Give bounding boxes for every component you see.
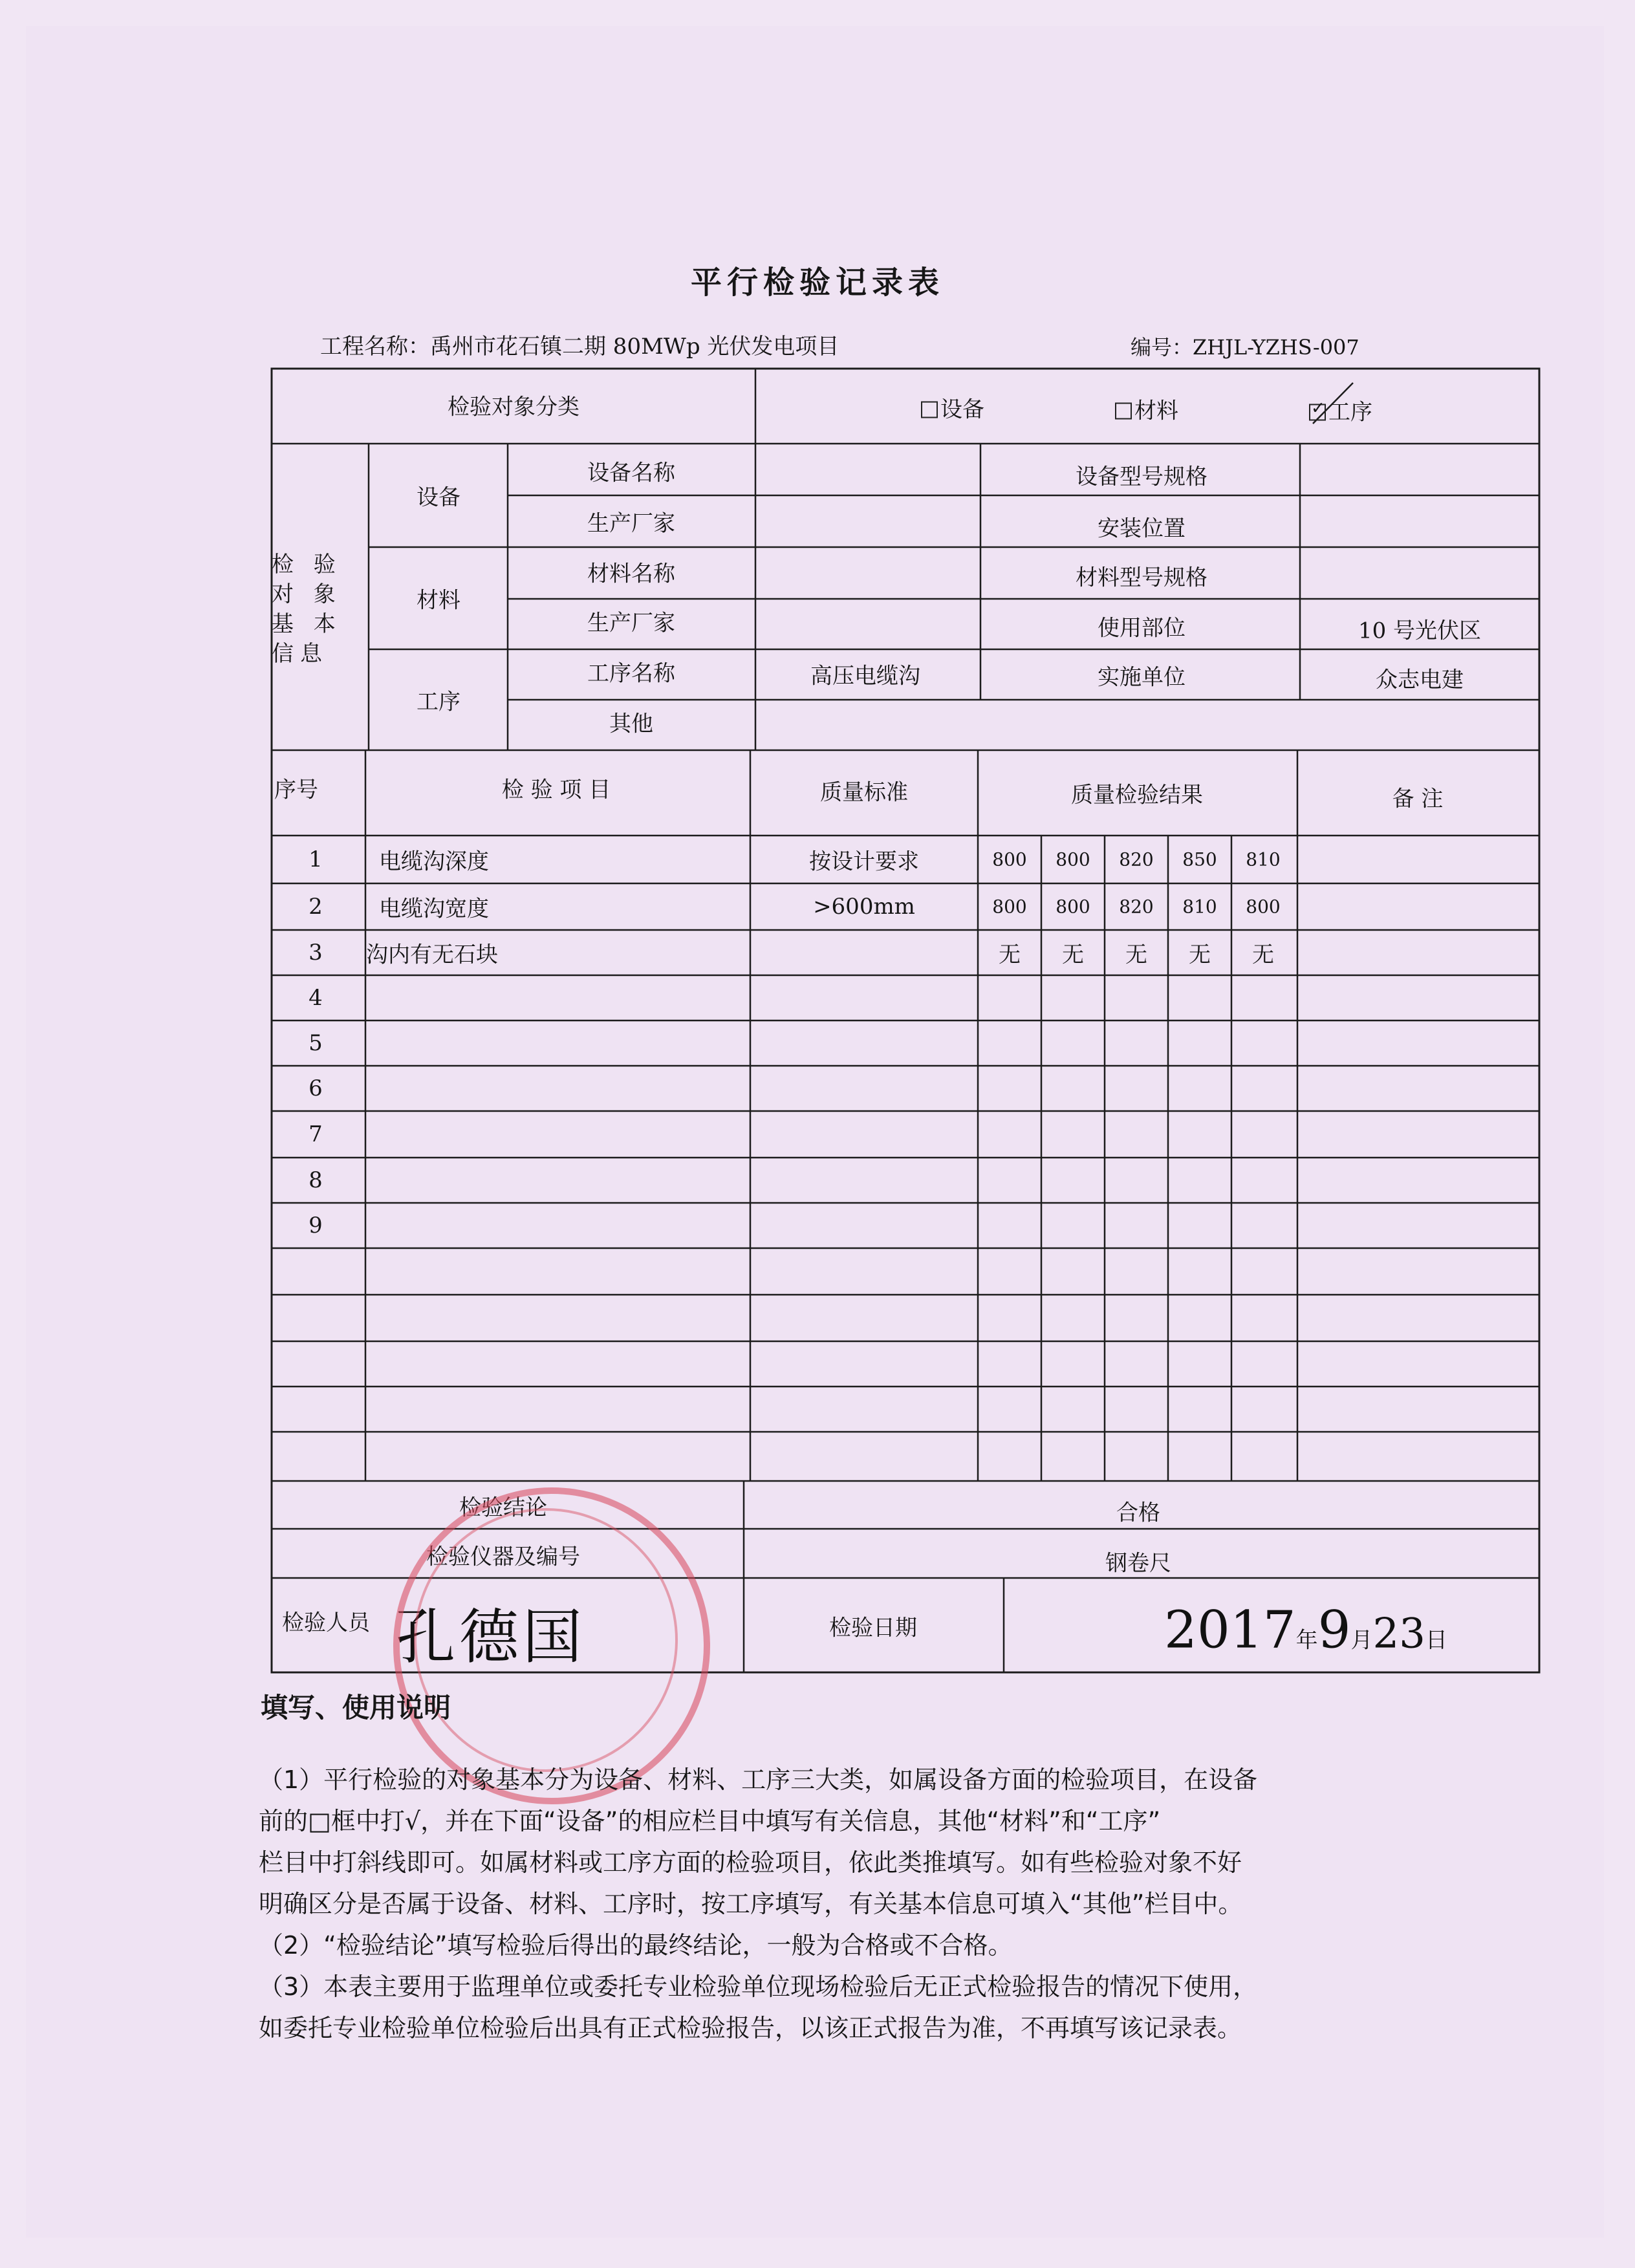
mat-maker-label: 生产厂家 xyxy=(587,610,675,636)
note-line: 明确区分是否属于设备、材料、工序时，按工序填写，有关基本信息可填入“其他”栏目中。 xyxy=(259,1890,1243,1918)
item-no: 7 xyxy=(309,1121,323,1147)
equipment-checkbox[interactable] xyxy=(921,402,938,418)
red-seal-inner-ring xyxy=(414,1508,678,1772)
instrument-value: 钢卷尺 xyxy=(1105,1550,1171,1577)
equip-model-label: 设备型号规格 xyxy=(1076,464,1207,490)
process-checkbox[interactable] xyxy=(1309,404,1326,421)
material-checkbox[interactable] xyxy=(1115,403,1132,420)
item-no: 8 xyxy=(309,1167,323,1193)
equip-location-label: 安装位置 xyxy=(1098,515,1186,542)
item-result: 800 xyxy=(992,848,1027,870)
item-no: 1 xyxy=(309,847,323,872)
item-result: 800 xyxy=(992,896,1027,918)
mat-part-label: 使用部位 xyxy=(1098,615,1186,642)
note-line: （1）平行检验的对象基本分为设备、材料、工序三大类，如属设备方面的检验项目，在设备 xyxy=(259,1766,1258,1794)
equip-maker-label: 生产厂家 xyxy=(587,510,675,537)
proc-unit-label: 实施单位 xyxy=(1098,664,1186,691)
item-no: 3 xyxy=(309,940,323,966)
item-result: 850 xyxy=(1182,848,1217,870)
item-name: 电缆沟深度 xyxy=(379,848,489,875)
item-result: 810 xyxy=(1246,848,1281,870)
item-result: 820 xyxy=(1119,896,1154,918)
option-process[interactable]: ✓ 工序 xyxy=(1309,394,1372,426)
notes-heading: 填写、使用说明 xyxy=(261,1692,451,1723)
item-result: 800 xyxy=(1056,896,1090,918)
instrument-label: 检验仪器及编号 xyxy=(426,1544,580,1570)
item-result: 800 xyxy=(1056,848,1090,870)
note-line: （2）“检验结论”填写检验后得出的最终结论，一般为合格或不合格。 xyxy=(259,1931,1013,1960)
conclusion-label: 检验结论 xyxy=(459,1495,547,1521)
item-no: 9 xyxy=(309,1213,323,1238)
category-label: 检验对象分类 xyxy=(448,394,579,420)
option-material[interactable]: 材料 xyxy=(1115,393,1178,425)
item-result: 820 xyxy=(1119,848,1154,870)
item-standard: >600mm xyxy=(813,894,915,920)
item-result: 无 xyxy=(1189,942,1211,968)
project-name: 工程名称：禹州市花石镇二期 80MWp 光伏发电项目 xyxy=(320,334,839,360)
year-unit: 年 xyxy=(1295,1627,1318,1654)
item-name: 电缆沟宽度 xyxy=(379,896,489,922)
date-label: 检验日期 xyxy=(829,1615,917,1641)
mat-model-label: 材料型号规格 xyxy=(1076,565,1207,591)
note-line: 如委托专业检验单位检验后出具有正式检验报告，以该正式报告为准，不再填写该记录表。 xyxy=(259,2014,1242,2042)
date-value xyxy=(1164,1600,1447,1660)
proc-name-label: 工序名称 xyxy=(587,660,675,687)
month-unit: 月 xyxy=(1350,1627,1373,1654)
item-name: 沟内有无石块 xyxy=(366,942,498,968)
note-line: （3）本表主要用于监理单位或委托专业检验单位现场检验后无正式检验报告的情况下使用， xyxy=(259,1972,1258,2001)
item-result: 无 xyxy=(999,942,1021,968)
header-no: 序号 xyxy=(274,777,318,803)
date-year: 2017 xyxy=(1164,1599,1296,1660)
inspector-label: 检验人员 xyxy=(282,1610,370,1636)
form-code: 编号：ZHJL-YZHS-007 xyxy=(1131,335,1359,360)
process-group-label: 工序 xyxy=(417,689,460,715)
note-line: 前的□框中打√，并在下面“设备”的相应栏目中填写有关信息，其他“材料”和“工序” xyxy=(259,1807,1161,1835)
item-result: 无 xyxy=(1062,942,1084,968)
item-result: 810 xyxy=(1182,896,1217,918)
header-item: 检 验 项 目 xyxy=(501,777,611,803)
mat-name-label: 材料名称 xyxy=(587,561,675,587)
material-group-label: 材料 xyxy=(417,587,460,614)
proc-unit-value: 众志电建 xyxy=(1376,667,1464,693)
item-no: 5 xyxy=(309,1030,323,1056)
option-equipment[interactable]: 设备 xyxy=(921,392,984,424)
date-month: 9 xyxy=(1317,1599,1351,1660)
inspector-signature: 孔德国 xyxy=(396,1603,587,1672)
notes-body xyxy=(259,1759,1397,2049)
header-result: 质量检验结果 xyxy=(1071,782,1203,808)
item-no: 4 xyxy=(309,985,323,1011)
item-no: 2 xyxy=(309,894,323,920)
item-standard: 按设计要求 xyxy=(809,848,919,875)
basic-info-label: 检 验 对 象 基 本 信息 xyxy=(272,552,342,667)
other-label: 其他 xyxy=(609,711,653,737)
item-result: 无 xyxy=(1252,942,1274,968)
item-result: 无 xyxy=(1125,942,1147,968)
item-no: 6 xyxy=(309,1075,323,1101)
day-unit: 日 xyxy=(1425,1627,1447,1654)
item-result: 800 xyxy=(1246,896,1281,918)
note-line: 栏目中打斜线即可。如属材料或工序方面的检验项目，依此类推填写。如有些检验对象不好 xyxy=(259,1848,1242,1877)
date-day: 23 xyxy=(1372,1610,1425,1658)
header-remark: 备 注 xyxy=(1392,786,1444,812)
form-title: 平行检验记录表 xyxy=(690,265,944,301)
mat-part-value: 10 号光伏区 xyxy=(1358,618,1482,644)
proc-name-value: 高压电缆沟 xyxy=(810,663,920,689)
header-standard: 质量标准 xyxy=(820,779,908,806)
conclusion-value: 合格 xyxy=(1116,1500,1160,1526)
equip-name-label: 设备名称 xyxy=(587,460,675,486)
equipment-group-label: 设备 xyxy=(417,484,460,511)
